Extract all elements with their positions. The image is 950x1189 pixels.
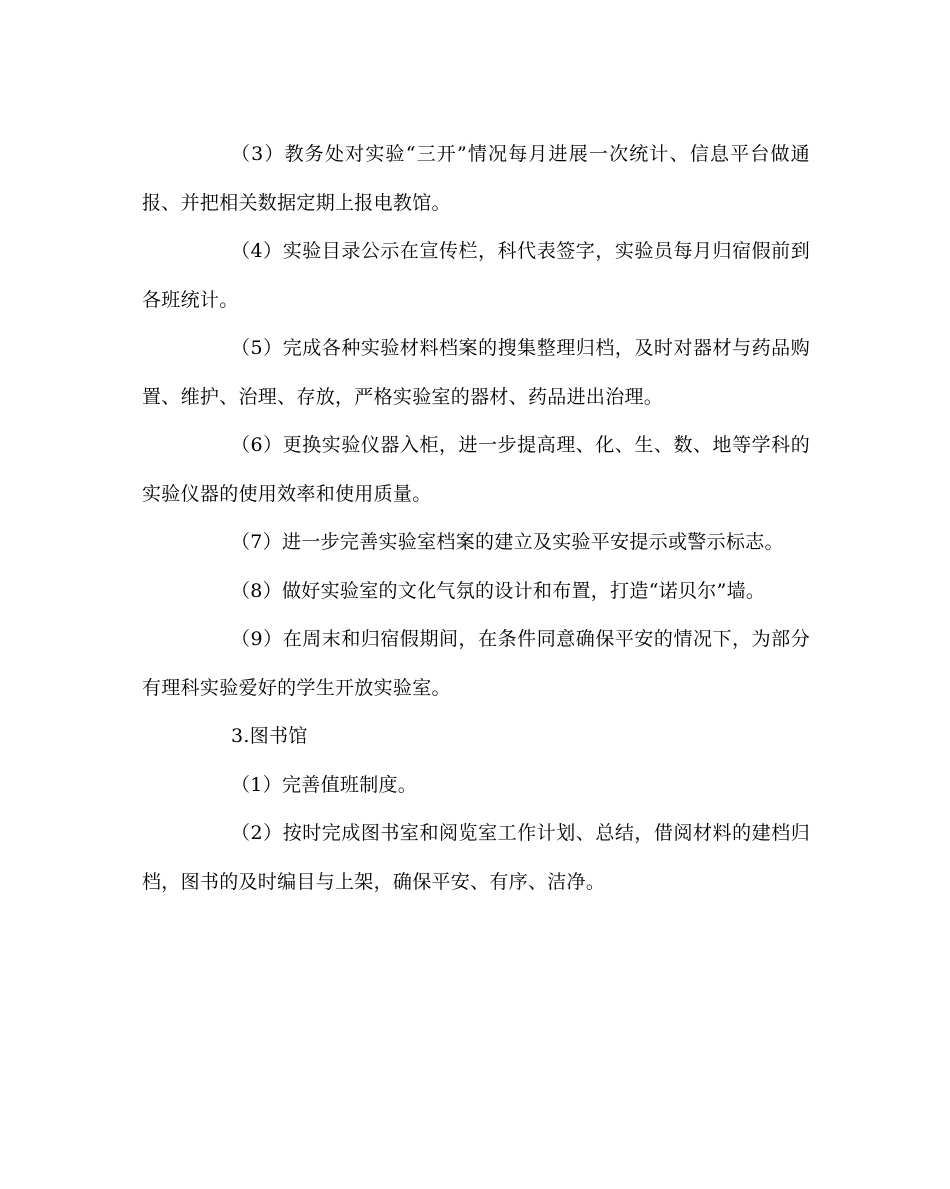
document-body [142, 130, 810, 906]
paragraph-lab-instrument-replacement: （6）更换实验仪器入柜，进一步提高理、化、生、数、地等学科的实验仪器的使用效率和使用质量。 [142, 434, 810, 505]
paragraph-library-duty-system: （1）完善值班制度。 [231, 773, 418, 796]
paragraph-lab-archive-management: （5）完成各种实验材料档案的搜集整理归档，及时对器材与药品购置、维护、治理、存放，严格实验室的器材、药品进出治理。 [142, 337, 810, 408]
section-heading-library: 3.图书馆 [231, 725, 308, 747]
paragraph-library-work-plan: （2）按时完成图书室和阅览室工作计划、总结，借阅材料的建档归档，图书的及时编目与上架，确保平安、有序、洁净。 [142, 822, 810, 893]
paragraph-lab-safety-signs: （7）进一步完善实验室档案的建立及实验平安提示或警示标志。 [231, 531, 784, 553]
paragraph-lab-catalog-publicity: （4）实验目录公示在宣传栏，科代表签字，实验员每月归宿假前到各班统计。 [142, 240, 810, 311]
paragraph-lab-stats-reporting: （3）教务处对实验“三开”情况每月进展一次统计、信息平台做通报、并把相关数据定期上报电教馆。 [142, 143, 810, 214]
paragraph-lab-culture-wall: （8）做好实验室的文化气氛的设计和布置，打造“诺贝尔”墙。 [231, 579, 766, 602]
paragraph-lab-weekend-opening: （9）在周末和归宿假期间，在条件同意确保平安的情况下，为部分有理科实验爱好的学生开放实验室。 [142, 628, 810, 699]
